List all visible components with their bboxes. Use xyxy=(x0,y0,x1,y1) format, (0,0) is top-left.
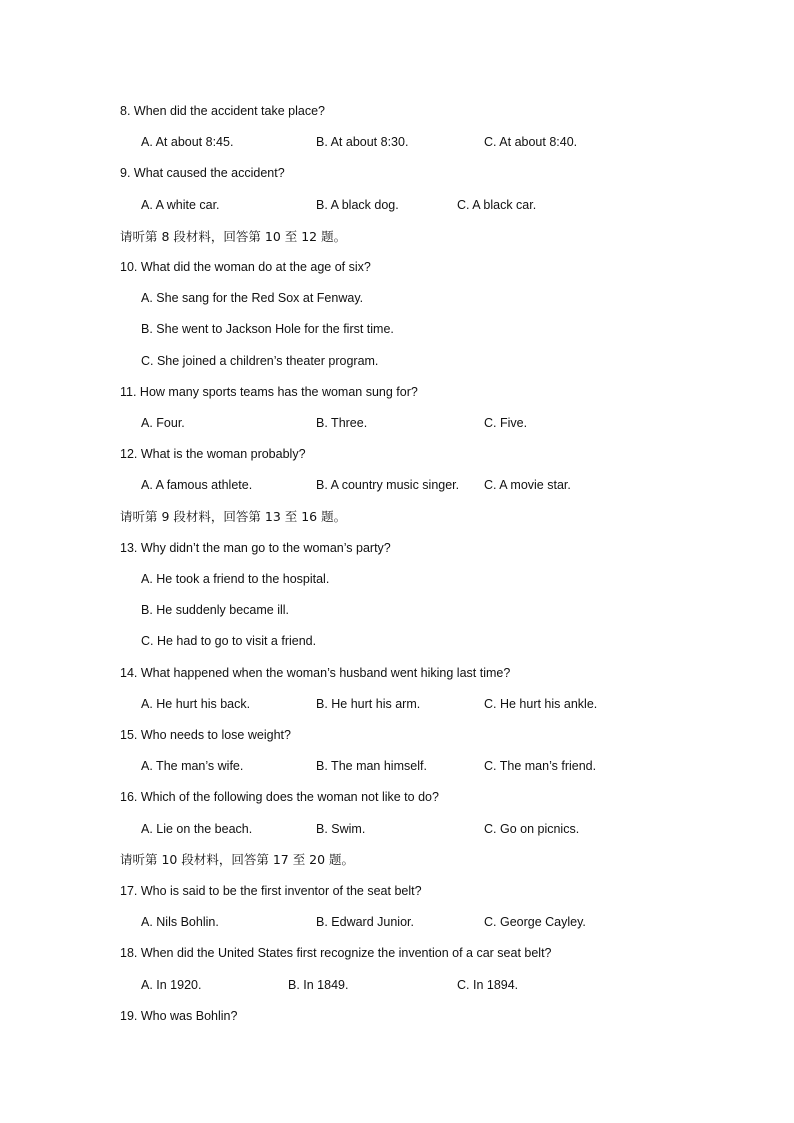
question-9: 9. What caused the accident? xyxy=(120,166,285,180)
question-18-option-a: A. In 1920. xyxy=(141,978,202,992)
question-15-option-b: B. The man himself. xyxy=(316,759,427,773)
question-18-option-c: C. In 1894. xyxy=(457,978,519,992)
question-8: 8. When did the accident take place? xyxy=(120,104,325,118)
question-18-option-b: B. In 1849. xyxy=(288,978,349,992)
question-10-option-b: B. She went to Jackson Hole for the first time. xyxy=(141,322,394,336)
question-14: 14. What happened when the woman’s husband went hiking last time? xyxy=(120,666,511,680)
question-16-option-b: B. Swim. xyxy=(316,822,366,836)
section-9-instruction: 请听第 9 段材料，回答第 13 至 16 题。 xyxy=(120,509,347,524)
question-17-option-a: A. Nils Bohlin. xyxy=(141,915,219,929)
question-14-option-b: B. He hurt his arm. xyxy=(316,697,421,711)
question-13: 13. Why didn’t the man go to the woman’s party? xyxy=(120,541,391,555)
question-12-option-a: A. A famous athlete. xyxy=(141,478,253,492)
question-14-option-a: A. He hurt his back. xyxy=(141,697,251,711)
question-10-option-c: C. She joined a children’s theater program. xyxy=(141,354,379,368)
question-9-option-a: A. A white car. xyxy=(141,198,220,212)
question-19: 19. Who was Bohlin? xyxy=(120,1009,238,1023)
question-12-option-b: B. A country music singer. xyxy=(316,478,460,492)
question-16-option-a: A. Lie on the beach. xyxy=(141,822,253,836)
question-14-option-c: C. He hurt his ankle. xyxy=(484,697,598,711)
question-17-option-c: C. George Cayley. xyxy=(484,915,586,929)
question-15-option-c: C. The man’s friend. xyxy=(484,759,597,773)
section-8-instruction: 请听第 8 段材料，回答第 10 至 12 题。 xyxy=(120,229,347,244)
question-8-option-c: C. At about 8:40. xyxy=(484,135,578,149)
question-11: 11. How many sports teams has the woman sung for? xyxy=(120,385,418,399)
question-9-option-b: B. A black dog. xyxy=(316,198,399,212)
question-16: 16. Which of the following does the woman not like to do? xyxy=(120,790,439,804)
question-13-option-c: C. He had to go to visit a friend. xyxy=(141,634,317,648)
question-10-option-a: A. She sang for the Red Sox at Fenway. xyxy=(141,291,364,305)
question-11-option-c: C. Five. xyxy=(484,416,528,430)
question-16-option-c: C. Go on picnics. xyxy=(484,822,580,836)
question-15-option-a: A. The man’s wife. xyxy=(141,759,244,773)
question-9-option-c: C. A black car. xyxy=(457,198,537,212)
section-10-instruction: 请听第 10 段材料，回答第 17 至 20 题。 xyxy=(120,852,355,867)
question-12: 12. What is the woman probably? xyxy=(120,447,306,461)
question-17-option-b: B. Edward Junior. xyxy=(316,915,414,929)
question-13-option-a: A. He took a friend to the hospital. xyxy=(141,572,330,586)
question-18: 18. When did the United States first recognize the invention of a car seat belt? xyxy=(120,946,552,960)
question-17: 17. Who is said to be the first inventor of the seat belt? xyxy=(120,884,422,898)
question-8-option-a: A. At about 8:45. xyxy=(141,135,234,149)
question-12-option-c: C. A movie star. xyxy=(484,478,571,492)
question-8-option-b: B. At about 8:30. xyxy=(316,135,409,149)
question-11-option-b: B. Three. xyxy=(316,416,368,430)
question-11-option-a: A. Four. xyxy=(141,416,185,430)
question-15: 15. Who needs to lose weight? xyxy=(120,728,291,742)
question-13-option-b: B. He suddenly became ill. xyxy=(141,603,289,617)
question-10: 10. What did the woman do at the age of six? xyxy=(120,260,371,274)
